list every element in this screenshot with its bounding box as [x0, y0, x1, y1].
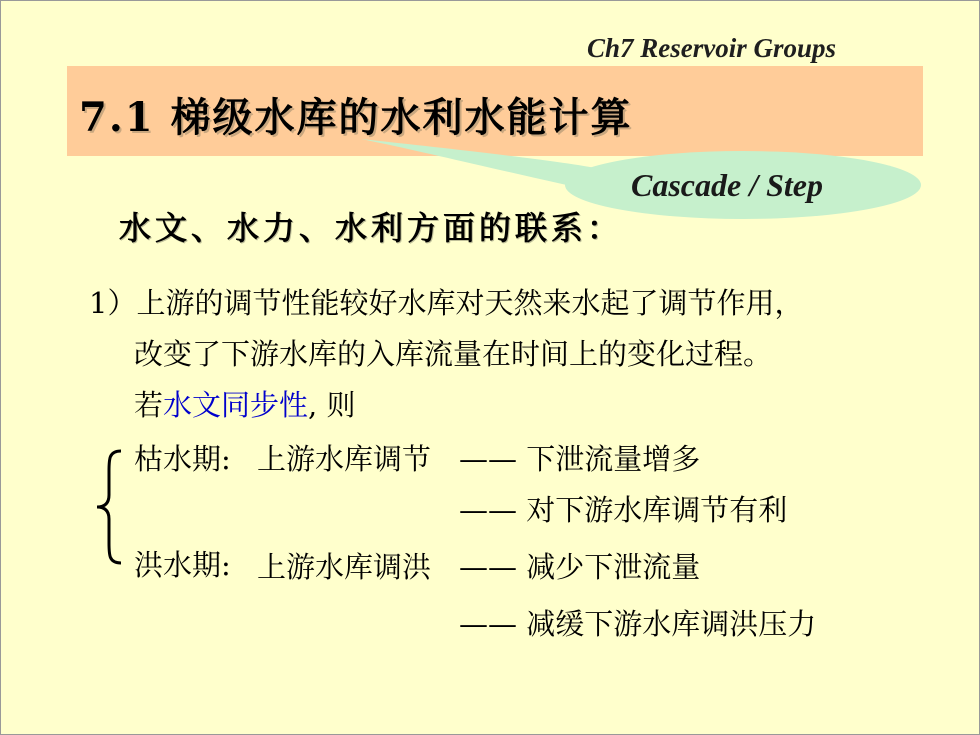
item1-line1: [89, 286, 803, 320]
highlight-text: 水文同步性: [163, 388, 309, 422]
flood-period-action: 上游水库调洪: [257, 550, 432, 584]
item-number: 1）: [89, 286, 137, 320]
dry-period-label: 枯水期:: [134, 442, 231, 476]
flood-period-effect2: —— 减缓下游水库调洪压力: [459, 607, 817, 641]
dry-period-action: 上游水库调节: [257, 442, 432, 476]
dry-period-effect2: —— 对下游水库调节有利: [459, 493, 788, 527]
slide-title: 7.1 梯级水库的水利水能计算: [79, 94, 633, 141]
subtitle: Cascade / Step: [631, 167, 823, 203]
section-heading: 水文、水力、水利方面的联系：: [119, 209, 624, 247]
chapter-label: Ch7 Reservoir Groups: [587, 33, 837, 63]
flood-period-label: 洪水期:: [134, 548, 231, 582]
item1-line2: 改变了下游水库的入库流量在时间上的变化过程。: [134, 337, 773, 371]
item1-text1: 上游的调节性能较好水库对天然来水起了调节作用，: [136, 286, 804, 320]
dry-period-effect1: —— 下泄流量增多: [459, 442, 701, 476]
flood-period-effect1: —— 减少下泄流量: [459, 550, 701, 584]
line3-prefix: 若: [134, 388, 164, 422]
line3-suffix: , 则: [308, 388, 356, 422]
item1-line3: [134, 388, 355, 422]
left-brace-icon: [93, 447, 129, 567]
